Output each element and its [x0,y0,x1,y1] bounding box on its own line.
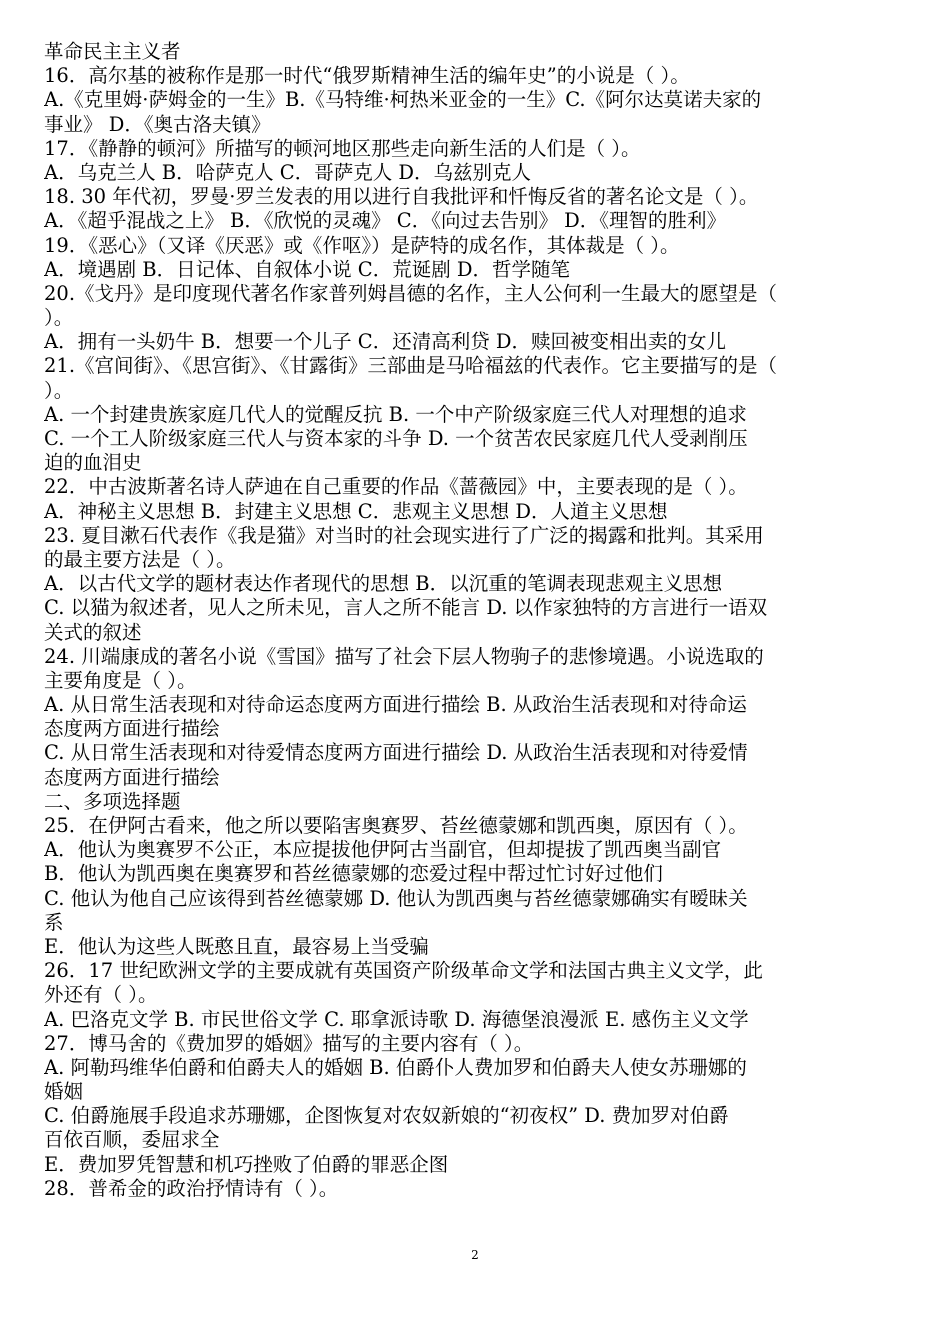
question-21-options: A. 一个封建贵族家庭几代人的觉醒反抗 B. 一个中产阶级家庭三代人对理想的追求 [44,402,747,426]
page-number: 2 [471,1248,479,1262]
question-27-options-cont: 婚姻 [44,1080,84,1104]
question-25: 25．在伊阿古看来，他之所以要陷害奥赛罗、苔丝德蒙娜和凯西奥，原因有（ ）。 [44,814,748,837]
question-26-options: A. 巴洛克文学 B. 市民世俗文学 C. 耶拿派诗歌 D. 海德堡浪漫派 E. 感伤主义文学 [44,1007,749,1031]
question-17: 17．《静静的顿河》所描写的顿河地区那些走向新生活的人们是（ ）。 [44,136,641,160]
question-24-options-cont: C. 从日常生活表现和对待爱情态度两方面进行描绘 D. 从政治生活表现和对待爱情 [44,741,748,765]
question-19: 19．《恶心》（又译《厌恶》或《作呕》）是萨特的成名作，其体裁是（ ）。 [44,233,680,257]
question-20-options: A．拥有一头奶牛 B．想要一个儿子 C．还清高利贷 D．赎回被变相出卖的女儿 [44,330,727,354]
question-21-options-cont: 迫的血泪史 [44,451,142,475]
question-16-options-cont: 事业》 D．《奥古洛夫镇》 [44,112,271,136]
question-18: 18. 30 年代初，罗曼·罗兰发表的用以进行自我批评和忏悔反省的著名论文是（ ）。 [44,185,759,209]
question-25-options-cont: C. 他认为他自己应该得到苔丝德蒙娜 D. 他认为凯西奥与苔丝德蒙娜确实有暧昧关 [44,886,748,910]
question-25-options-cont: E．他认为这些人既憨且直，最容易上当受骗 [44,934,429,958]
question-24: 24. 川端康成的著名小说《雪国》描写了社会下层人物驹子的悲惨境遇。小说选取的 [44,644,764,668]
question-27-options-cont: E．费加罗凭智慧和机巧挫败了伯爵的罪恶企图 [44,1152,449,1176]
question-20-cont: ）。 [44,306,74,330]
question-25-options-cont: 系 [44,910,64,934]
section-heading: 二、多项选择题 [44,789,181,813]
question-27-options-cont: C. 伯爵施展手段追求苏珊娜，企图恢复对农奴新娘的“初夜权” D. 费加罗对伯爵 [44,1104,729,1128]
question-24-options: A. 从日常生活表现和对待命运态度两方面进行描绘 B. 从政治生活表现和对待命运 [44,693,747,717]
question-21-options-cont: C. 一个工人阶级家庭三代人与资本家的斗争 D. 一个贫苦农民家庭几代人受剥削压 [44,427,748,450]
question-23: 23. 夏目漱石代表作《我是猫》对当时的社会现实进行了广泛的揭露和批判。其采用 [44,523,764,547]
question-28: 28．普希金的政治抒情诗有（ ）。 [44,1176,339,1200]
question-21-cont: ）。 [44,378,74,402]
question-19-options: A．境遇剧 B．日记体、自叙体小说 C．荒诞剧 D．哲学随笔 [44,257,571,281]
question-27-options-cont: 百依百顺，委屈求全 [44,1128,220,1152]
question-25-options: A．他认为奥赛罗不公正，本应提拔他伊阿古当副官，但却提拔了凯西奥当副官 [44,838,722,862]
question-24-options-cont: 态度两方面进行描绘 [44,717,220,741]
question-16: 16．高尔基的被称作是那一时代“俄罗斯精神生活的编年史”的小说是（ ）。 [44,64,690,88]
question-18-options: A．《超乎混战之上》 B．《欣悦的灵魂》 C．《向过去告别》 D．《理智的胜利》 [44,209,727,233]
question-27: 27．博马舍的《费加罗的婚姻》描写的主要内容有（ ）。 [44,1031,534,1055]
question-26: 26．17 世纪欧洲文学的主要成就有英国资产阶级革命文学和法国古典主义文学，此 [44,959,763,983]
question-22: 22．中古波斯著名诗人萨迪在自己重要的作品《蔷薇园》中，主要表现的是（ ）。 [44,475,748,499]
question-24-cont: 主要角度是（ ）。 [44,668,197,692]
question-23-options: A．以古代文学的题材表达作者现代的思想 B．以沉重的笔调表现悲观主义思想 [44,572,723,596]
question-23-cont: 的最主要方法是（ ）。 [44,547,236,571]
question-24-options-cont: 态度两方面进行描绘 [44,765,220,789]
question-27-options: A. 阿勒玛维华伯爵和伯爵夫人的婚姻 B. 伯爵仆人费加罗和伯爵夫人使女苏珊娜的 [44,1055,747,1079]
question-22-options: A．神秘主义思想 B．封建主义思想 C．悲观主义思想 D．人道主义思想 [44,499,668,523]
question-21: 21.《宫间街》、《思宫街》、《甘露街》三部曲是马哈福兹的代表作。它主要描写的是（ [44,354,778,378]
document-body [44,40,852,1201]
question-25-options-cont: B．他认为凯西奥在奥赛罗和苔丝德蒙娜的恋爱过程中帮过忙讨好过他们 [44,862,663,886]
question-26-cont: 外还有（ ）。 [44,983,158,1007]
question-17-options: A．乌克兰人 B．哈萨克人 C．哥萨克人 D．乌兹别克人 [44,160,532,184]
question-16-options: A.《克里姆·萨姆金的一生》B.《马特维·柯热米亚金的一生》C.《阿尔达莫诺夫家的 [44,88,762,112]
question-23-options-cont: 关式的叙述 [44,620,142,644]
question-23-options-cont: C. 以猫为叙述者，见人之所未见，言人之所不能言 D. 以作家独特的方言进行一语双 [44,596,768,620]
question-20: 20.《戈丹》是印度现代著名作家普列姆昌德的名作，主人公何利一生最大的愿望是（ [44,281,778,305]
text-line: 革命民主主义者 [44,40,181,63]
